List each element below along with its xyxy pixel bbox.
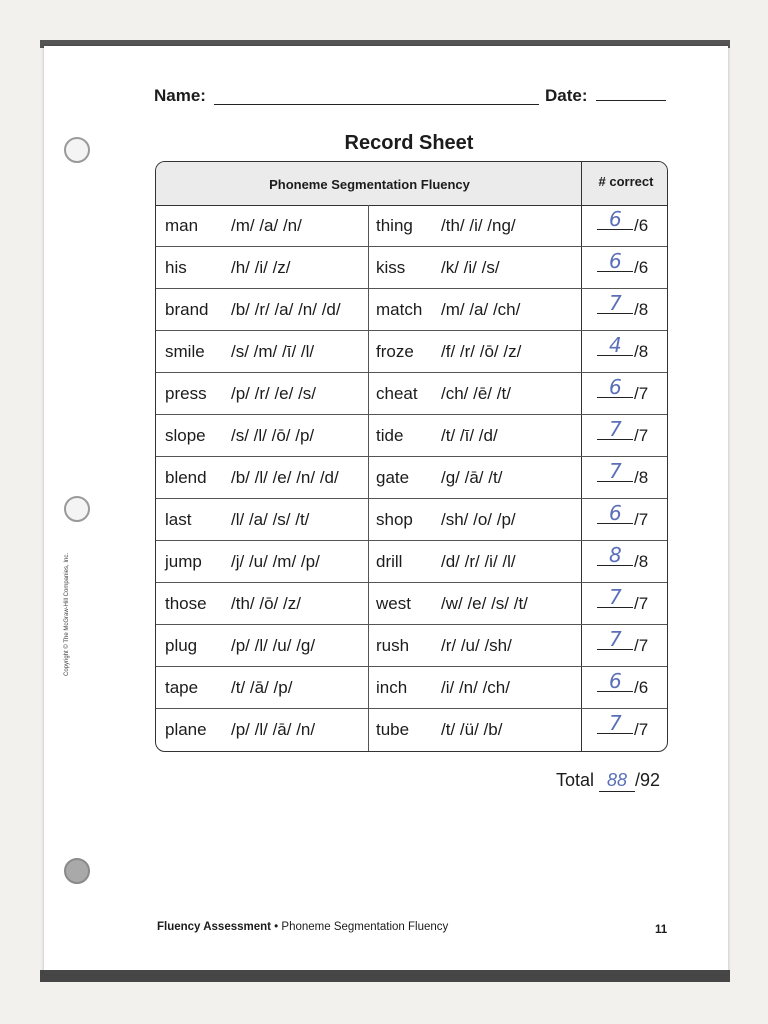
table-row [156,499,667,541]
score-max: /7 [634,636,649,655]
score-cell [597,541,668,583]
score-max: /8 [634,300,649,319]
score-max: /6 [634,258,649,277]
scan-edge-bottom [40,970,730,982]
word-left: blend [165,468,207,487]
score-max: /7 [634,720,649,739]
phonemes-right: /t/ /ü/ /b/ [441,720,503,739]
total-score [556,770,660,792]
binder-hole-middle [64,496,90,522]
phonemes-right: /sh/ /o/ /p/ [441,510,516,529]
handwritten-score: 6 [609,249,622,273]
handwritten-score: 6 [609,207,622,231]
handwritten-score: 6 [609,501,622,525]
header-phoneme-segmentation: Phoneme Segmentation Fluency [269,177,470,192]
word-right: cheat [376,384,418,403]
handwritten-score: 7 [609,417,622,441]
word-right: froze [376,342,414,361]
score-max: /7 [634,426,649,445]
table-row [156,415,667,457]
table-row [156,457,667,499]
table-header [156,162,667,206]
phonemes-left: /b/ /l/ /e/ /n/ /d/ [231,468,339,487]
word-left: jump [165,552,202,571]
score-cell [597,625,668,667]
word-right: tube [376,720,410,739]
word-left: tape [165,678,199,697]
record-table [155,161,668,752]
word-right: kiss [376,258,406,277]
score-max: /8 [634,552,649,571]
score-cell [597,499,668,541]
footer-assessment-title: Fluency Assessment [157,921,271,933]
word-right: thing [376,216,413,235]
phonemes-right: /d/ /r/ /i/ /l/ [441,552,516,571]
phonemes-right: /g/ /ā/ /t/ [441,468,503,487]
word-left: last [165,510,192,529]
page-number: 11 [655,924,668,936]
handwritten-score: 8 [609,543,622,567]
copyright-notice: Copyright © The McGraw-Hill Companies, Inc. [64,552,70,676]
score-cell [597,247,668,289]
table-row [156,373,667,415]
table-row [156,205,667,247]
phonemes-left: /p/ /r/ /e/ /s/ [231,384,317,403]
word-left: smile [165,342,205,361]
name-label: Name: [154,86,206,105]
total-max: /92 [635,770,661,790]
phonemes-right: /f/ /r/ /ō/ /z/ [441,342,522,361]
score-cell [597,289,668,331]
phonemes-left: /j/ /u/ /m/ /p/ [231,552,320,571]
phonemes-left: /b/ /r/ /a/ /n/ /d/ [231,300,341,319]
handwritten-score: 7 [609,711,622,735]
phonemes-right: /t/ /ī/ /d/ [441,426,498,445]
score-max: /7 [634,384,649,403]
total-value: 88 [599,770,635,792]
word-left: plane [165,720,207,739]
word-left: those [165,594,207,613]
word-left: press [165,384,207,403]
word-left: man [165,216,199,235]
header-number-correct: # correct [598,174,654,189]
score-cell [597,667,668,709]
phonemes-left: /p/ /l/ /ā/ /n/ [231,720,316,739]
score-cell [597,457,668,499]
score-cell [597,205,668,247]
handwritten-score: 7 [609,627,622,651]
footer-subtitle: • Phoneme Segmentation Fluency [270,921,449,933]
word-right: shop [376,510,413,529]
footer-text [157,921,448,933]
table-row [156,583,667,625]
phonemes-left: /th/ /ō/ /z/ [231,594,301,613]
page-title: Record Sheet [344,132,474,154]
word-left: his [165,258,187,277]
phonemes-right: /ch/ /ē/ /t/ [441,384,511,403]
word-right: drill [376,552,403,571]
total-label: Total [556,770,595,790]
phonemes-right: /r/ /u/ /sh/ [441,636,512,655]
phonemes-right: /m/ /a/ /ch/ [441,300,521,319]
phonemes-left: /s/ /m/ /ī/ /l/ [231,342,315,361]
word-right: west [376,594,411,613]
phonemes-left: /p/ /l/ /u/ /g/ [231,636,316,655]
score-cell [597,373,668,415]
table-row [156,247,667,289]
table-row [156,289,667,331]
table-row [156,625,667,667]
handwritten-score: 7 [609,585,622,609]
word-left: plug [165,636,198,655]
phonemes-left: /h/ /i/ /z/ [231,258,291,277]
score-max: /6 [634,678,649,697]
table-row [156,709,667,751]
phonemes-left: /l/ /a/ /s/ /t/ [231,510,310,529]
word-right: tide [376,426,404,445]
phonemes-right: /i/ /n/ /ch/ [441,678,510,697]
word-right: gate [376,468,410,487]
phonemes-right: /k/ /i/ /s/ [441,258,500,277]
handwritten-score: 4 [609,333,622,357]
table-row [156,667,667,709]
table-row [156,541,667,583]
date-label: Date: [545,86,588,105]
table-row [156,331,667,373]
word-right: inch [376,678,408,697]
name-field-line[interactable] [214,104,539,105]
word-right: rush [376,636,410,655]
score-cell [597,583,668,625]
date-field-line[interactable] [596,100,666,101]
phonemes-right: /th/ /i/ /ng/ [441,216,516,235]
phonemes-left: /t/ /ā/ /p/ [231,678,293,697]
score-cell [597,415,668,457]
phonemes-right: /w/ /e/ /s/ /t/ [441,594,528,613]
score-cell [597,331,668,373]
score-max: /7 [634,594,649,613]
word-left: brand [165,300,209,319]
score-max: /6 [634,216,649,235]
score-cell [597,709,668,751]
score-max: /8 [634,468,649,487]
handwritten-score: 7 [609,459,622,483]
phonemes-left: /s/ /l/ /ō/ /p/ [231,426,315,445]
score-max: /7 [634,510,649,529]
score-max: /8 [634,342,649,361]
phonemes-left: /m/ /a/ /n/ [231,216,302,235]
binder-hole-bottom [64,858,90,884]
handwritten-score: 6 [609,669,622,693]
handwritten-score: 6 [609,375,622,399]
word-left: slope [165,426,206,445]
handwritten-score: 7 [609,291,622,315]
word-right: match [376,300,423,319]
